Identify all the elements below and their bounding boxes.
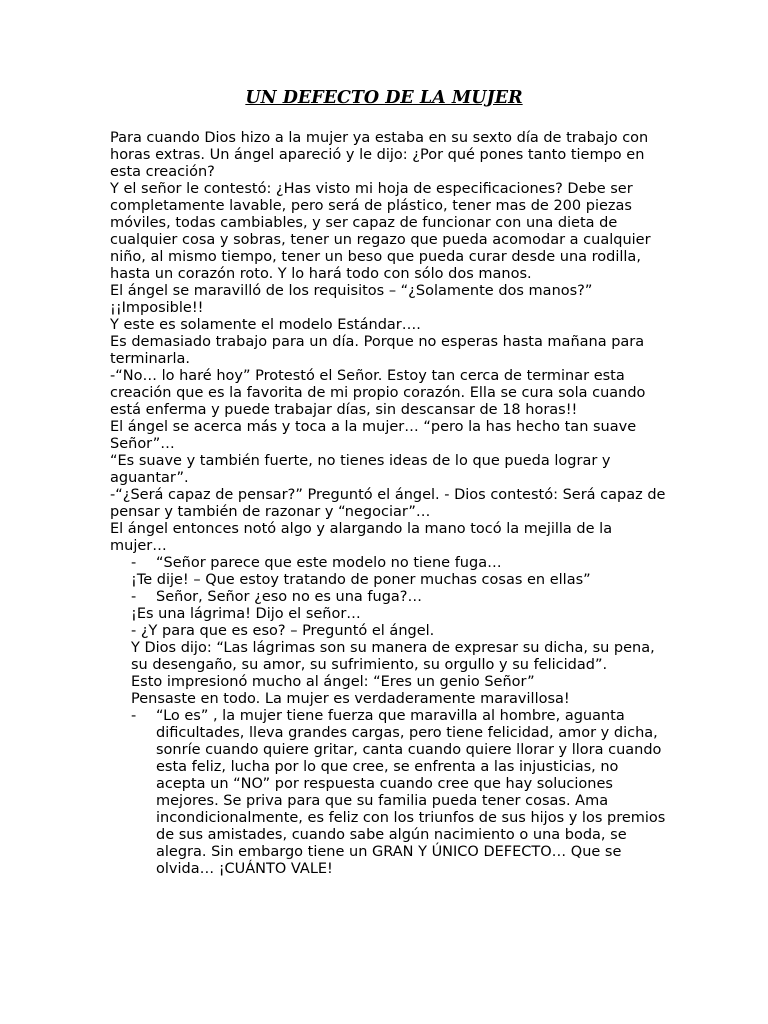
paragraph: El ángel entonces notó algo y alargando la mano tocó la mejilla de la mujer… xyxy=(110,521,613,554)
list-item-text: “Lo es” , la mujer tiene fuerza que maravilla al hombre, aguanta dificultades, lleva grandes cargas, pero tiene felicidad, amor y dicha, sonríe cuando quiere gritar, canta cuando quiere llorar y llora cuando esta feliz, lucha por lo que cree, se enfrenta a las injusticias, no acepta un “NO” por respuesta cuando cree que hay soluciones mejores. Se priva para que su familia pueda tener cosas. Ama incondicionalmente, es feliz con los triunfos de sus hijos y los premios de sus amistades, cuando sabe algún nacimiento o una boda, se alegra. Sin embargo tiene un GRAN Y ÚNICO DEFECTO… Que se olvida… ¡CUÁNTO VALE! xyxy=(156,708,666,877)
document-body xyxy=(110,130,670,878)
indented-line: Esto impresionó mucho al ángel: “Eres un genio Señor” xyxy=(131,674,535,690)
list-item-text: “Señor parece que este modelo no tiene fuga… xyxy=(156,555,502,571)
paragraph: “Es suave y también fuerte, no tienes ideas de lo que pueda lograr y aguantar”. xyxy=(110,453,611,486)
list-dash: - xyxy=(131,555,137,571)
list-item-text: Señor, Señor ¿eso no es una fuga?… xyxy=(156,589,422,605)
list-dash: - xyxy=(131,589,137,605)
indented-line: ¡Es una lágrima! Dijo el señor… xyxy=(131,606,361,622)
indented-line: Pensaste en todo. La mujer es verdaderamente maravillosa! xyxy=(131,691,570,707)
document-title: UN DEFECTO DE LA MUJER xyxy=(245,88,523,108)
paragraph: -“No… lo haré hoy” Protestó el Señor. Estoy tan cerca de terminar esta creación que es la favorita de mi propio corazón. Ella se cura sola cuando está enferma y puede trabajar días, sin descansar de 18 horas!! xyxy=(110,368,646,418)
paragraph: -“¿Será capaz de pensar?” Preguntó el ángel. - Dios contestó: Será capaz de pensar y también de razonar y “negociar”… xyxy=(110,487,666,520)
paragraph: El ángel se acerca más y toca a la mujer… “pero la has hecho tan suave Señor”… xyxy=(110,419,637,452)
list-dash: - xyxy=(131,708,137,724)
list-item xyxy=(110,555,670,572)
indented-line: - ¿Y para que es eso? – Preguntó el ángel. xyxy=(131,623,435,639)
paragraph: El ángel se maravilló de los requisitos – “¿Solamente dos manos?” ¡¡Imposible!! xyxy=(110,283,593,316)
paragraph: Y el señor le contestó: ¿Has visto mi hoja de especificaciones? Debe ser completamente lavable, pero será de plástico, tener mas de 200 piezas móviles, todas cambiables, y ser capaz de funcionar con una dieta de cualquier cosa y sobras, tener un regazo que pueda acomodar a cualquier niño, al mismo tiempo, tener un beso que pueda curar desde una rodilla, hasta un corazón roto. Y lo hará todo con sólo dos manos. xyxy=(110,181,651,282)
indented-line: Y Dios dijo: “Las lágrimas son su manera de expresar su dicha, su pena, su desengaño, su amor, su sufrimiento, su orgullo y su felicidad”. xyxy=(131,640,655,673)
indented-line: ¡Te dije! – Que estoy tratando de poner muchas cosas en ellas” xyxy=(131,572,591,588)
list-item xyxy=(110,708,670,878)
list-item xyxy=(110,589,670,606)
paragraph: Para cuando Dios hizo a la mujer ya estaba en su sexto día de trabajo con horas extras. Un ángel apareció y le dijo: ¿Por qué pones tanto tiempo en esta creación? xyxy=(110,130,649,180)
paragraph: Y este es solamente el modelo Estándar…. xyxy=(110,317,421,333)
paragraph: Es demasiado trabajo para un día. Porque no esperas hasta mañana para terminarla. xyxy=(110,334,645,367)
